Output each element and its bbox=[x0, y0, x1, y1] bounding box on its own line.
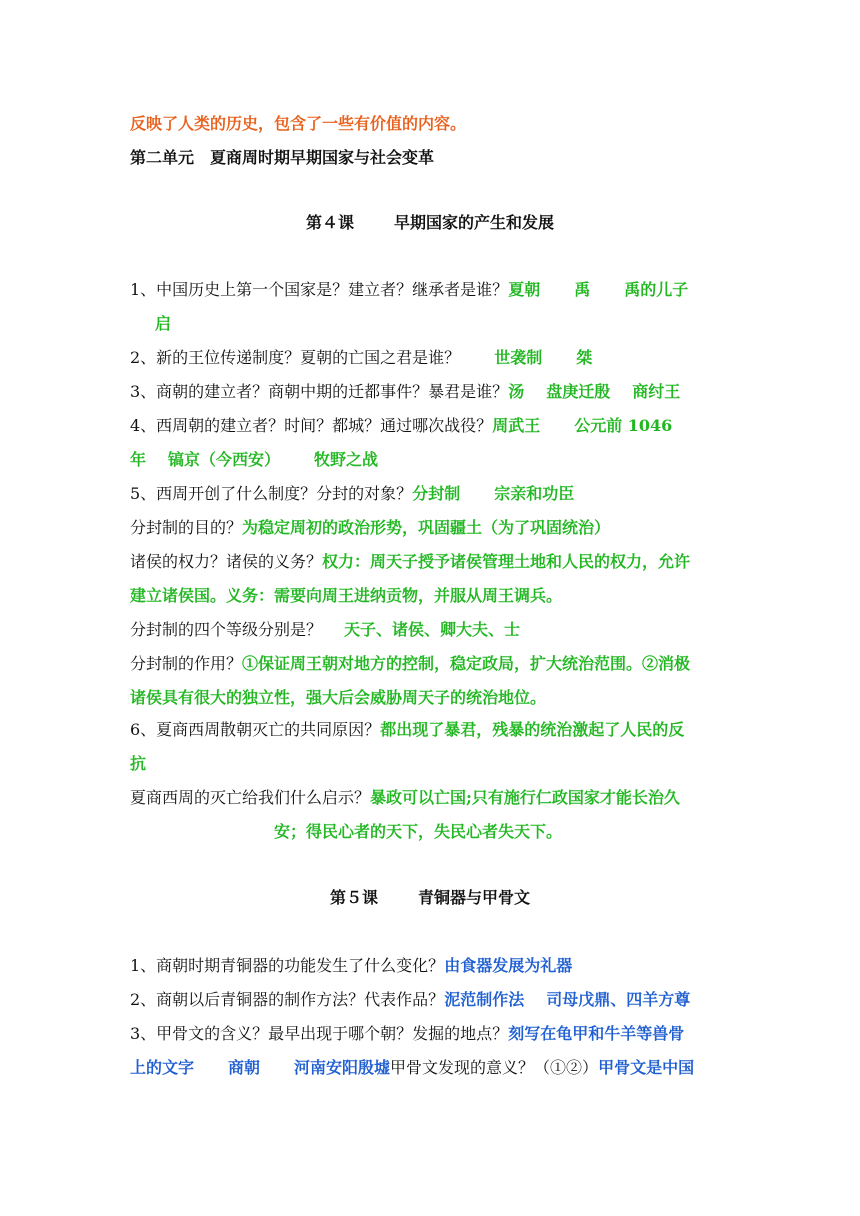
l4-q1-answer-1: 夏朝 bbox=[508, 280, 541, 299]
l5-q1 bbox=[130, 955, 572, 977]
l4-q5c bbox=[130, 551, 690, 573]
l4-q2-question: 2、新的王位传递制度？夏朝的亡国之君是谁？ bbox=[130, 348, 461, 367]
l4-q6-answer-2: 抗 bbox=[130, 754, 147, 773]
lesson5-number: 第５课 bbox=[329, 888, 378, 907]
l4-q4-line2 bbox=[130, 449, 378, 471]
l4-q5e bbox=[130, 653, 690, 675]
l4-q5d-answer: 天子、诸侯、卿大夫、士 bbox=[344, 620, 521, 639]
l5-q3-answer-1: 刻写在龟甲和牛羊等兽骨 bbox=[508, 1024, 685, 1043]
intro-line: 反映了人类的历史，包含了一些有价值的内容。 bbox=[130, 114, 467, 133]
l5-q3-answer-4: 河南安阳殷墟 bbox=[294, 1058, 391, 1077]
l4-q5d-question: 分封制的四个等级分别是？ bbox=[130, 620, 323, 639]
l4-q6-question: 6、夏商西周散朝灭亡的共同原因？ bbox=[130, 720, 381, 739]
l4-q4 bbox=[130, 415, 672, 437]
l4-q3-answer-3: 商纣王 bbox=[632, 382, 681, 401]
l4-q2 bbox=[130, 347, 592, 369]
l4-q1-question: 1、中国历史上第一个国家是？建立者？继承者是谁？ bbox=[130, 280, 509, 299]
l4-q5c-question: 诸侯的权力？诸侯的义务？ bbox=[130, 552, 323, 571]
l4-q4-answer-3: 年 bbox=[130, 450, 147, 469]
l4-q5d bbox=[130, 619, 520, 641]
l4-q6b-question: 夏商西周的灭亡给我们什么启示？ bbox=[130, 788, 371, 807]
l5-q3-answer-3: 商朝 bbox=[228, 1058, 261, 1077]
l4-q5 bbox=[130, 483, 574, 505]
l4-q5c-answer-2: 建立诸侯国。义务：需要向周王进纳贡物，并服从周王调兵。 bbox=[130, 586, 563, 605]
l5-q2-question: 2、商朝以后青铜器的制作方法？代表作品？ bbox=[130, 990, 445, 1009]
l5-q3-answer-2: 上的文字 bbox=[130, 1058, 195, 1077]
l4-q3-answer-1: 汤 bbox=[508, 382, 525, 401]
l4-q2-answer-1: 世袭制 bbox=[494, 348, 543, 367]
l4-q1-answer-4: 启 bbox=[155, 314, 172, 333]
l5-q3-answer-5: 甲骨文是中国 bbox=[598, 1058, 695, 1077]
l4-q1-answer-2: 禹 bbox=[574, 280, 591, 299]
l5-q3-question: 3、甲骨文的含义？最早出现于哪个朝？发掘的地点？ bbox=[130, 1024, 509, 1043]
l4-q3-question: 3、商朝的建立者？商朝中期的迁都事件？暴君是谁？ bbox=[130, 382, 509, 401]
lesson4-number: 第４课 bbox=[305, 213, 354, 232]
unit-title: 第二单元 夏商周时期早期国家与社会变革 bbox=[130, 148, 435, 167]
l5-q2-answer-1: 泥范制作法 bbox=[444, 990, 525, 1009]
l4-q5c-answer-1: 权力：周天子授予诸侯管理土地和人民的权力，允许 bbox=[322, 552, 691, 571]
l5-q1-answer: 由食器发展为礼器 bbox=[444, 956, 573, 975]
l5-q2 bbox=[130, 989, 690, 1011]
l4-q5-answer-2: 宗亲和功臣 bbox=[494, 484, 575, 503]
l4-q5b bbox=[130, 517, 610, 539]
l4-q5-answer-1: 分封制 bbox=[412, 484, 461, 503]
l4-q5b-answer: 为稳定周初的政治形势，巩固疆土（为了巩固统治） bbox=[242, 518, 611, 537]
l4-q6b bbox=[130, 787, 680, 809]
l4-q4-answer-4: 镐京（今西安） bbox=[168, 450, 281, 469]
l4-q5b-question: 分封制的目的？ bbox=[130, 518, 243, 537]
l4-q4-question: 4、西周朝的建立者？时间？都城？通过哪次战役？ bbox=[130, 416, 493, 435]
l5-q3-question-2: 甲骨文发现的意义？（①②） bbox=[390, 1058, 599, 1077]
l4-q6b-answer-1: 暴政可以亡国;只有施行仁政国家才能长治久 bbox=[370, 788, 680, 807]
l4-q1 bbox=[130, 279, 688, 301]
lesson4-name: 早期国家的产生和发展 bbox=[394, 213, 555, 232]
l5-q3 bbox=[130, 1023, 684, 1045]
l5-q3-line2 bbox=[130, 1057, 694, 1079]
l4-q5e-answer-2: 诸侯具有很大的独立性，强大后会威胁周天子的统治地位。 bbox=[130, 688, 547, 707]
l4-q4-answer-1: 周武王 bbox=[492, 416, 541, 435]
l5-q2-answer-2: 司母戊鼎、四羊方尊 bbox=[546, 990, 691, 1009]
l5-q1-question: 1、商朝时期青铜器的功能发生了什么变化？ bbox=[130, 956, 445, 975]
lesson4-title bbox=[0, 212, 860, 234]
l4-q6 bbox=[130, 719, 684, 741]
l4-q3 bbox=[130, 381, 680, 403]
lesson5-name: 青铜器与甲骨文 bbox=[418, 888, 531, 907]
l4-q5e-question: 分封制的作用？ bbox=[130, 654, 243, 673]
l4-q5-question: 5、西周开创了什么制度？分封的对象？ bbox=[130, 484, 413, 503]
l4-q1-answer-3: 禹的儿子 bbox=[624, 280, 689, 299]
l4-q4-answer-5: 牧野之战 bbox=[314, 450, 379, 469]
lesson5-title bbox=[0, 887, 860, 909]
l4-q2-answer-2: 桀 bbox=[576, 348, 593, 367]
l4-q6b-answer-2: 安；得民心者的天下，失民心者失天下。 bbox=[274, 822, 563, 841]
l4-q4-answer-2: 公元前 1046 bbox=[574, 416, 673, 435]
l4-q3-answer-2: 盘庚迁殷 bbox=[546, 382, 611, 401]
l4-q5e-answer-1: ①保证周王朝对地方的控制，稳定政局，扩大统治范围。②消极 bbox=[242, 654, 691, 673]
l4-q6-answer-1: 都出现了暴君，残暴的统治激起了人民的反 bbox=[380, 720, 685, 739]
